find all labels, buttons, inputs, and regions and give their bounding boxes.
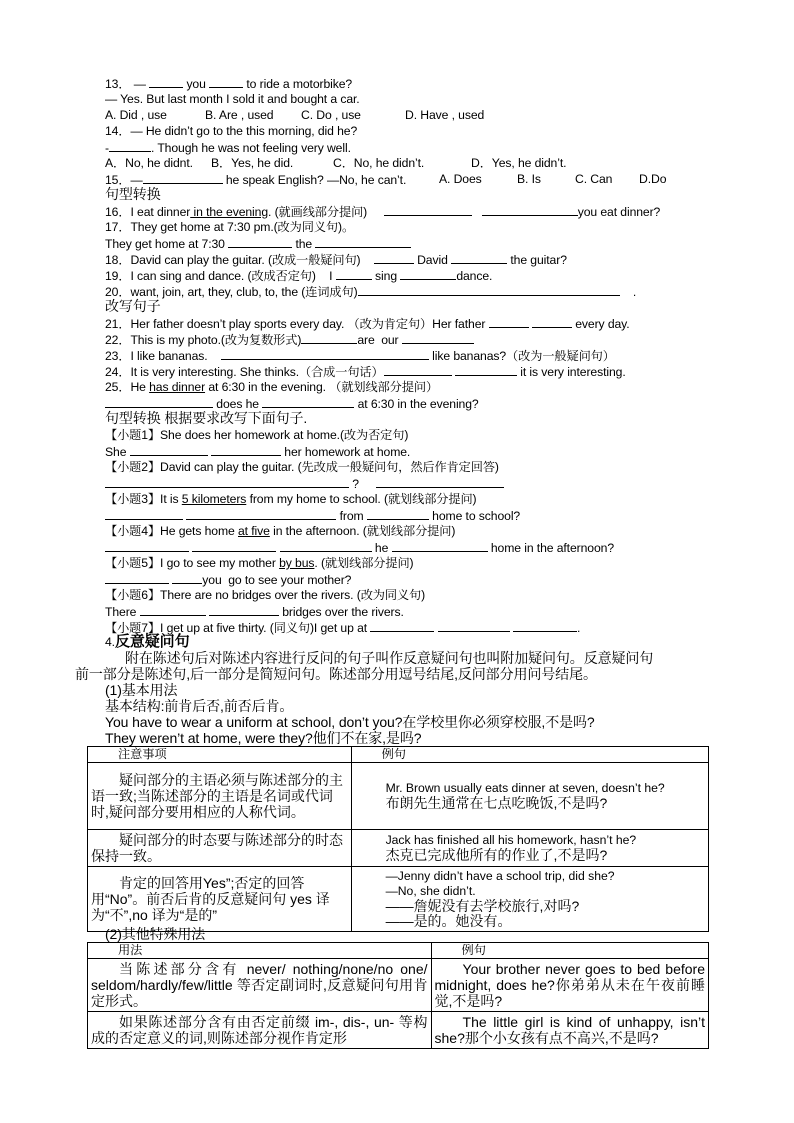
question-23: 23．I like bananas. like bananas?（改为一般疑问句） [105, 349, 615, 363]
section-title: 改写句子 [105, 298, 161, 314]
answer-blank[interactable] [532, 316, 572, 328]
table-cell-note: 疑问部分的主语必须与陈述部分的主语一致;当陈述部分的主语是名词或代词时,疑问部分要用相应的人称代词。 [88, 763, 352, 830]
question-24: 24．It is very interesting. She thinks.（合成一句话） it is very interesting. [105, 365, 626, 379]
answer-blank[interactable] [374, 252, 414, 264]
answer-blank[interactable] [400, 268, 456, 280]
answer-blank[interactable] [105, 476, 349, 488]
answer-blank[interactable] [455, 364, 517, 376]
sub-question-6-line2: There bridges over the rivers. [105, 605, 404, 619]
table-cell-note: 疑问部分的时态要与陈述部分的时态保持一致。 [88, 830, 352, 867]
basic-usage-title: (1)基本用法 [105, 682, 178, 698]
sub-question-7: 【小题7】I get up at five thirty. (同义句)I get up at . [105, 621, 581, 635]
table-header-row [88, 943, 709, 959]
answer-blank[interactable] [186, 508, 336, 520]
question-17: 17．They get home at 7:30 pm.(改为同义句)。 [105, 220, 355, 234]
question-25: 25．He has dinner at 6:30 in the evening. （就划线部分提问） [105, 380, 439, 394]
answer-blank[interactable] [140, 604, 206, 616]
table-cell-usage: 当陈述部分含有 never/ nothing/none/no one/ seldom/hardly/few/little 等否定副词时,反意疑问句用肯定形式。 [88, 959, 432, 1012]
sub-question-5: 【小题5】I go to see my mother by bus. (就划线部分提问) [105, 556, 414, 570]
answer-blank[interactable] [336, 268, 372, 280]
answer-blank[interactable] [109, 140, 151, 152]
table-cell-note: 肯定的回答用Yes”;否定的回答用“No”。前否后肯的反意疑问句 yes 译为“不”,no 译为“是的” [88, 867, 352, 932]
table-row [88, 830, 709, 867]
section-4-heading: 4.反意疑问句 [105, 633, 190, 650]
table-header-row [88, 747, 709, 763]
question-13: 13． — you to ride a motorbike? [105, 77, 353, 91]
table-cell-example: The little girl is kind of unhappy, isn’t she?那个小女孩有点不高兴,不是吗? [431, 1012, 708, 1049]
table-row [88, 959, 709, 1012]
worksheet-page: 13． — you to ride a motorbike? — Yes. But last month I sold it and bought a car. A. Did , use B. Are , used C. Do , use D. Have , used 14．— He didn’t go to the this morning, did he? - . Though he was not feeling very well. A．No, he didnt. B．Yes, he did. C．No, he didn’t. D．Yes, he didn’t. 15．— he speak English? —No, he can’t. A. Does B. Is C. Can D.Do 句型转换 16．I eat dinner in the evening. (就画线部分提问) you eat dinner? 17．They get home at 7:30 pm.(改为同义句)。 They get home at 7:30 the 18．David can play the guitar. (改成一般疑问句) David the guitar? 19．I can sing and dance. (改成否定句) I sing dance. 20．want, join, art, they, club, to, the (连词成句) . 改写句子 21．Her father doesn’t play sports every day. （改为肯定句）Her father every day. 22．This is my photo.(改为复数形式) are our 23．I like bananas. like bananas?（改为一般疑问句） 24．It is very interesting. She thinks.（合成一句话） it is very interesting. 25．He has dinner at 6:30 in the evening. （就划线部分提问） does he at 6:30 in the evening? 句型转换 根据要求改写下面句子. 【小题1】She does her homework at home.(改为否定句) She her homework at home. 【小题2】David can play the guitar. (先改成一般疑问句，然后作肯定回答) ? 【小题3】It is 5 kilometers from my home to school. (就划线部分提问) from home to school? 【小题4】He gets home at five in the afternoon. (就划线部分提问) he home in the afternoon? 【小题5】I go to see my mother by bus. (就划线部分提问) you go to see your mother? 【小题6】There are no bridges over the rivers. (改为同义句) There bridges over the rivers. 【小题7】I get up at five thirty. (同义句)I get up at . 4.反意疑问句 附在陈述句后对陈述内容进行反问的句子叫作反意疑问句也叫附加疑问句。反意疑问句 前一部分是陈述句,后一部分是简短问句。陈述部分用逗号结尾,反问部分用问号结尾。 (1)基本用法 基本结构:前肯后否,前否后肯。 You have to wear a uniform at school, don’t you?在学校里你必须穿校服,不是吗? They weren’t at home, were they?他们不在家,是吗? 注意事项 例句 疑问部分的主语必须与陈述部分的主语一致;当陈述部分的主语是名词或代词时,疑问部分要用相应的人称代词。 Mr. Brown usually eats dinner at seven, doesn’t he? 布朗先生通常在七点吃晚饭,不是吗? 疑问部分的时态要与陈述部分的时态保持一致。 Jack has finished all his homework, hasn’t he? 杰克已完成他所有的作业了,不是吗? 肯定的回答用Yes”;否定的回答用“No”。前否后肯的反意疑问句 yes 译为“不”,no 译为“是的” —Jenny didn’t have a school trip, did she? —No, she didn’t. ——詹妮没有去学校旅行,对吗? ——是的。她没有。 (2)其他特殊用法 用法 例句 当陈述部分含有 never/ nothing/none/no one/ seldom/hardly/few/little 等否定副词时,反意疑问句用肯定形式。 Your brother never goes to bed before midnight, does he?你弟弟从未在午夜前睡觉,不是吗? 如果陈述部分含有由否定前缀 im-, dis-, un- 等构成的否定意义的词,则陈述部分视作肯定形 The little girl is kind of unhappy, isn’t she?那个小女孩有点不高兴,不是吗? [0, 0, 794, 1123]
intro-line-2: 前一部分是陈述句,后一部分是简短问句。陈述部分用逗号结尾,反问部分用问号结尾。 [75, 666, 597, 682]
answer-blank[interactable] [211, 444, 281, 456]
answer-blank[interactable] [489, 316, 529, 328]
question-14-line2: - . Though he was not feeling very well. [105, 141, 351, 155]
answer-blank[interactable] [280, 540, 372, 552]
answer-blank[interactable] [315, 236, 411, 248]
special-usage-table [87, 942, 709, 1049]
table-header: 例句 [431, 943, 708, 959]
answer-blank[interactable] [438, 620, 510, 632]
answer-blank[interactable] [209, 604, 279, 616]
table-row [88, 1012, 709, 1049]
basic-usage-rule: 基本结构:前肯后否,前否后肯。 [105, 698, 294, 714]
table-row [88, 867, 709, 932]
answer-blank[interactable] [105, 572, 169, 584]
table-header: 用法 [88, 943, 432, 959]
question-14: 14．— He didn’t go to the this morning, did he? [105, 124, 358, 138]
answer-blank[interactable] [105, 396, 213, 408]
answer-blank[interactable] [262, 396, 354, 408]
answer-blank[interactable] [358, 284, 620, 296]
answer-blank[interactable] [367, 508, 429, 520]
sub-question-3: 【小题3】It is 5 kilometers from my home to school. (就划线部分提问) [105, 492, 477, 506]
question-15: 15．— he speak English? —No, he can’t. A. Does B. Is C. Can D.Do [105, 172, 667, 187]
table-cell-example: Mr. Brown usually eats dinner at seven, doesn’t he? 布朗先生通常在七点吃晚饭,不是吗? [351, 763, 708, 830]
table-cell-example: Your brother never goes to bed before midnight, does he?你弟弟从未在午夜前睡觉,不是吗? [431, 959, 708, 1012]
sub-question-1: 【小题1】She does her homework at home.(改为否定句) [105, 428, 409, 442]
table-row [88, 763, 709, 830]
answer-blank[interactable] [143, 172, 223, 184]
sub-question-4-line2: he home in the afternoon? [105, 540, 614, 556]
basic-example-2: They weren’t at home, were they?他们不在家,是吗? [105, 730, 422, 746]
answer-blank[interactable] [221, 348, 429, 360]
sub-question-3-line2: from home to school? [105, 508, 520, 524]
table-cell-example: —Jenny didn’t have a school trip, did she? —No, she didn’t. ——詹妮没有去学校旅行,对吗? ——是的。她没有。 [351, 867, 708, 932]
question-16: 16．I eat dinner in the evening. (就画线部分提问) you eat dinner? [105, 205, 661, 219]
sub-question-4: 【小题4】He gets home at five in the afternoon. (就划线部分提问) [105, 524, 456, 538]
table-cell-usage: 如果陈述部分含有由否定前缀 im-, dis-, un- 等构成的否定意义的词,则陈述部分视作肯定形 [88, 1012, 432, 1049]
question-13-line2: — Yes. But last month I sold it and bought a car. [105, 92, 360, 106]
answer-blank[interactable] [105, 540, 189, 552]
answer-blank[interactable] [482, 204, 578, 216]
answer-blank[interactable] [402, 332, 474, 344]
table-header: 例句 [351, 747, 708, 763]
question-22: 22．This is my photo.(改为复数形式) are our [105, 332, 474, 348]
question-21: 21．Her father doesn’t play sports every day. （改为肯定句）Her father every day. [105, 317, 630, 331]
answer-blank[interactable] [172, 572, 202, 584]
table-header: 注意事项 [88, 747, 352, 763]
answer-blank[interactable] [513, 620, 577, 632]
table-cell-example: Jack has finished all his homework, hasn’t he? 杰克已完成他所有的作业了,不是吗? [351, 830, 708, 867]
intro-line-1: 附在陈述句后对陈述内容进行反问的句子叫作反意疑问句也叫附加疑问句。反意疑问句 [125, 650, 654, 666]
answer-blank[interactable] [149, 76, 183, 88]
sub-question-2-line2: ? [105, 476, 504, 492]
question-17-line2: They get home at 7:30 the [105, 236, 411, 252]
answer-blank[interactable] [105, 508, 183, 520]
notes-table [87, 746, 709, 932]
answer-blank[interactable] [192, 540, 276, 552]
question-19: 19．I can sing and dance. (改成否定句) I sing dance. [105, 269, 493, 283]
special-usage-title: (2)其他特殊用法 [105, 926, 206, 942]
answer-blank[interactable] [228, 236, 292, 248]
sub-question-2: 【小题2】David can play the guitar. (先改成一般疑问句，然后作肯定回答) [105, 460, 499, 474]
section-title: 句型转换 根据要求改写下面句子. [105, 410, 308, 426]
answer-blank[interactable] [370, 620, 434, 632]
sub-question-5-line2: you go to see your mother? [105, 572, 351, 588]
question-25-line2: does he at 6:30 in the evening? [105, 396, 479, 412]
question-18: 18．David can play the guitar. (改成一般疑问句) David the guitar? [105, 253, 567, 267]
section-title: 句型转换 [105, 186, 161, 202]
sub-question-6: 【小题6】There are no bridges over the rivers. (改为同义句) [105, 588, 426, 602]
answer-blank[interactable] [384, 364, 452, 376]
answer-blank[interactable] [130, 444, 208, 456]
basic-example-1: You have to wear a uniform at school, don’t you?在学校里你必须穿校服,不是吗? [105, 714, 595, 730]
answer-blank[interactable] [301, 332, 357, 344]
answer-blank[interactable] [376, 476, 504, 488]
answer-blank[interactable] [451, 252, 507, 264]
answer-blank[interactable] [209, 76, 243, 88]
sub-question-1-line2: She her homework at home. [105, 445, 411, 459]
answer-blank[interactable] [392, 540, 488, 552]
question-20: 20．want, join, art, they, club, to, the (连词成句) . [105, 285, 637, 299]
answer-blank[interactable] [384, 204, 472, 216]
